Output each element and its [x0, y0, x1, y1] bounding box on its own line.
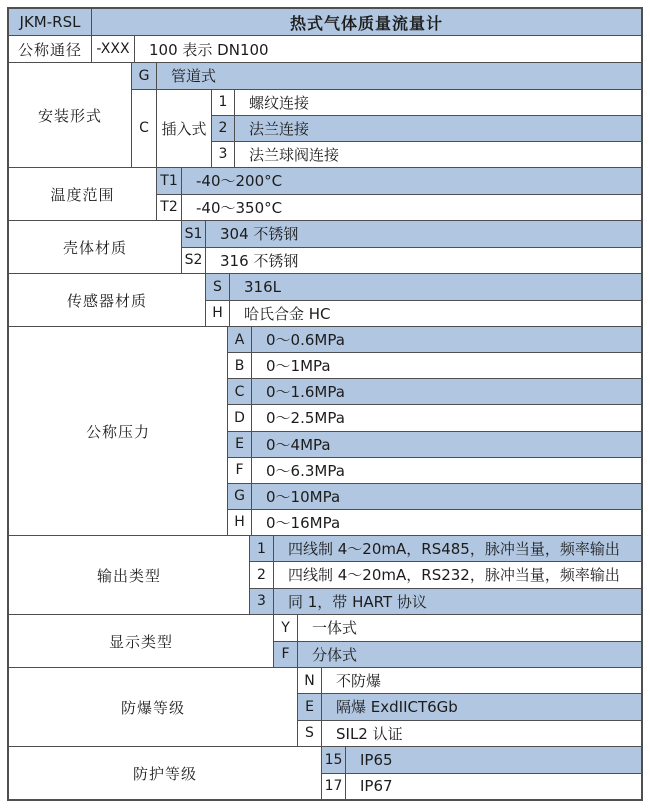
spec-row [206, 274, 641, 300]
code-cell: G [132, 63, 157, 89]
code-cell: H [206, 301, 230, 327]
code-cell: N [298, 668, 322, 693]
spec-row [250, 536, 641, 561]
table-header-row [9, 9, 641, 35]
value-cell: 一体式 [312, 619, 358, 638]
spec-row [322, 773, 641, 800]
section-label: 显示类型 [9, 615, 274, 667]
code-cell: 17 [322, 774, 346, 800]
section-installation-type [9, 62, 641, 167]
code-cell: E [298, 694, 322, 719]
code-cell: T1 [157, 168, 182, 194]
spec-row [157, 168, 641, 194]
section-output-type [9, 535, 641, 614]
value-cell: 管道式 [157, 63, 641, 89]
spec-row [206, 300, 641, 327]
code-cell: 3 [212, 142, 235, 167]
spec-row [228, 509, 641, 535]
value-cell: -40～350°C [196, 198, 283, 217]
code-cell: 15 [322, 747, 346, 773]
spec-row [92, 36, 641, 62]
spec-row [298, 693, 641, 719]
spec-row [182, 247, 641, 274]
spec-row [228, 352, 641, 378]
code-cell: H [228, 510, 252, 535]
value-cell: 同 1，带 HART 协议 [274, 589, 641, 614]
code-cell: 1 [212, 90, 235, 115]
code-cell: 3 [250, 589, 274, 614]
model-code-cell: JKM-RSL [9, 9, 92, 35]
value-cell: 0～16MPa [266, 513, 341, 532]
code-cell: A [228, 327, 252, 352]
spec-row [228, 431, 641, 457]
subgroup-label: 插入式 [157, 90, 212, 167]
code-cell: G [228, 484, 252, 509]
value-cell: 法兰球阀连接 [249, 145, 340, 164]
spec-row [228, 327, 641, 352]
section-protection-grade [9, 746, 641, 799]
value-cell: 螺纹连接 [249, 93, 310, 112]
spec-table-wrapper [7, 7, 643, 801]
value-cell: 0～6.3MPa [266, 461, 345, 480]
spec-row [212, 90, 641, 115]
section-label: 防护等级 [9, 747, 322, 799]
model-selection-table [7, 7, 643, 801]
value-cell: 0～1.6MPa [252, 379, 641, 404]
section-sensor-material [9, 273, 641, 326]
section-label: 公称压力 [9, 327, 228, 535]
value-cell: IP65 [346, 747, 641, 773]
spec-row [157, 194, 641, 221]
value-cell: 四线制 4～20mA，RS485，脉冲当量，频率输出 [274, 536, 641, 561]
section-label: 壳体材质 [9, 221, 182, 273]
value-cell: 0～0.6MPa [252, 327, 641, 352]
value-cell: 100 表示 DN100 [149, 40, 269, 59]
value-cell: 316L [230, 274, 641, 300]
section-label: 温度范围 [9, 168, 157, 220]
spec-row [274, 615, 641, 641]
code-cell: Y [274, 615, 298, 641]
spec-row [250, 588, 641, 614]
value-cell: IP67 [360, 777, 393, 796]
code-cell: 1 [250, 536, 274, 561]
value-cell: 316 不锈钢 [220, 251, 299, 270]
value-cell: -40～200°C [182, 168, 641, 194]
code-cell: S [206, 274, 230, 300]
code-cell: 2 [250, 562, 274, 587]
code-cell: F [228, 458, 252, 483]
code-cell: S [298, 721, 322, 746]
product-title-cell: 热式气体质量流量计 [92, 9, 641, 35]
spec-row [274, 641, 641, 668]
spec-row [228, 404, 641, 430]
value-cell: 0～10MPa [252, 484, 641, 509]
spec-row [182, 221, 641, 247]
code-cell: S1 [182, 221, 206, 247]
spec-row [298, 720, 641, 746]
value-cell: 法兰连接 [235, 116, 641, 141]
value-cell: SIL2 认证 [336, 724, 403, 743]
value-cell: 分体式 [298, 642, 641, 668]
section-label: 公称通径 [9, 36, 92, 62]
code-cell: F [274, 642, 298, 668]
section-display-type [9, 614, 641, 667]
spec-row [322, 747, 641, 773]
section-explosion-proof-grade [9, 667, 641, 746]
section-label: 防爆等级 [9, 668, 298, 746]
section-label: 安装形式 [9, 63, 132, 167]
value-cell: 0～1MPa [266, 357, 331, 376]
value-cell: 304 不锈钢 [206, 221, 641, 247]
section-nominal-pressure [9, 326, 641, 535]
value-cell: 隔爆 ExdIICT6Gb [322, 694, 641, 719]
code-cell: C [132, 90, 157, 167]
code-cell: 2 [212, 116, 235, 141]
section-nominal-diameter [9, 35, 641, 62]
code-cell: E [228, 432, 252, 457]
spec-row [298, 668, 641, 693]
spec-row [132, 63, 641, 89]
section-label: 传感器材质 [9, 274, 206, 326]
spec-row [228, 457, 641, 483]
code-cell: S2 [182, 248, 206, 274]
insertion-subgroup [132, 89, 641, 167]
section-label: 输出类型 [9, 536, 250, 614]
spec-row [228, 378, 641, 404]
code-cell: T2 [157, 195, 182, 221]
spec-row [250, 561, 641, 587]
code-cell: B [228, 353, 252, 378]
section-temperature-range [9, 167, 641, 220]
code-cell: D [228, 405, 252, 430]
spec-row [212, 141, 641, 167]
spec-row [228, 483, 641, 509]
spec-row [212, 115, 641, 141]
value-cell: 不防爆 [336, 672, 382, 691]
value-cell: 0～4MPa [252, 432, 641, 457]
value-cell: 哈氏合金 HC [244, 304, 331, 323]
value-cell: 0～2.5MPa [266, 409, 345, 428]
value-cell: 四线制 4～20mA，RS232，脉冲当量，频率输出 [288, 566, 620, 585]
section-housing-material [9, 220, 641, 273]
code-cell: C [228, 379, 252, 404]
code-cell: -XXX [92, 36, 135, 62]
